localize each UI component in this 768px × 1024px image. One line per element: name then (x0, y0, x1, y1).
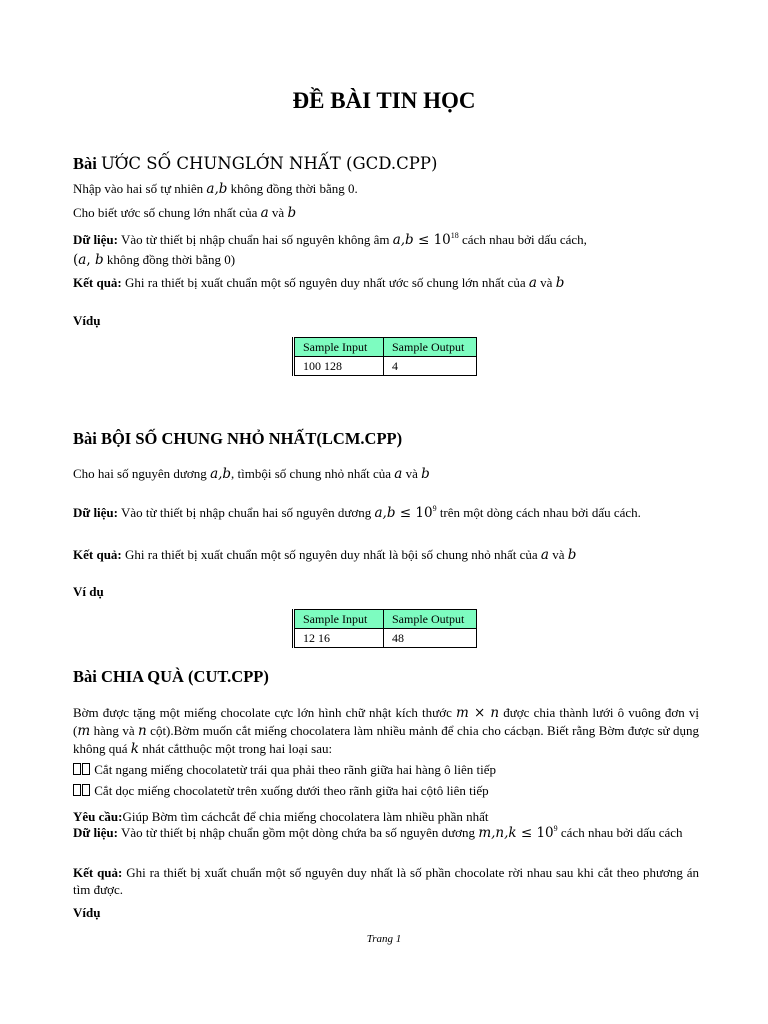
math: a (540, 547, 549, 563)
math: m × n (455, 705, 500, 721)
list-item (73, 782, 699, 799)
problem-3-heading: Bài CHIA QUÀ (CUT.CPP) (73, 667, 269, 686)
exponent: 18 (450, 231, 459, 240)
text: , tìmbội số chung nhỏ nhất của (231, 466, 395, 481)
problem-2-example-label: Ví dụ (73, 584, 104, 599)
math: a (394, 466, 403, 482)
math: ≤ 10 (516, 825, 554, 841)
math: k (130, 741, 139, 757)
text: cách nhau bởi dấu cách, (458, 232, 587, 247)
text: không đồng thời bằng 0. (227, 181, 358, 196)
math: ( (73, 252, 79, 268)
table-header-cell: Sample Output (384, 338, 477, 357)
problem-3-requirement (73, 808, 699, 825)
problem-2-line-1 (73, 465, 699, 483)
math: a,b (374, 505, 396, 521)
problem-1-heading (73, 154, 437, 174)
math: m,n,k (478, 825, 517, 841)
bullet-box-icon (82, 784, 90, 796)
problem-1-line-2 (73, 204, 699, 222)
bullet-box-icon (82, 763, 90, 775)
math: ≤ 10 (395, 505, 433, 521)
problem-1-heading-prefix: Bài (73, 154, 101, 173)
text: và (536, 275, 556, 290)
problem-3-output-spec (73, 864, 699, 898)
text: Vào từ thiết bị nhập chuẩn gồm một dòng chứa ba số nguyên dương (118, 825, 479, 840)
table-cell: 48 (384, 629, 477, 648)
text: Cắt ngang miếng chocolatetừ trái qua phải theo rãnh giữa hai hàng ô liên tiếp (94, 762, 497, 777)
problem-2-output-spec (73, 546, 699, 564)
math: a (260, 205, 269, 221)
label: Kết quả: (73, 865, 123, 880)
text: trên một dòng cách nhau bởi dấu cách. (436, 505, 641, 520)
math: ≤ 10 (413, 232, 451, 248)
text: và (402, 466, 422, 481)
table-cell: 12 16 (294, 629, 384, 648)
table-header-row (294, 338, 477, 357)
text: Ghi ra thiết bị xuất chuẩn một số nguyên duy nhất là bội số chung nhỏ nhất của (121, 547, 541, 562)
math: a,b (210, 466, 232, 482)
problem-1-sample-table (292, 337, 477, 376)
problem-2-heading (73, 429, 402, 449)
table-header-cell: Sample Output (384, 610, 477, 629)
label: Dữ liệu: (73, 232, 118, 247)
text: cột).Bờm muốn cắt miếng chocolatera làm nhiều mảnh để chia cho cácbạn. Biết rằng Bờm được sử dụng không quá (73, 723, 699, 756)
math: a (78, 252, 87, 268)
math: b (287, 205, 297, 221)
math: , (86, 252, 95, 268)
problem-1-line-1 (73, 180, 699, 198)
list-item (73, 761, 699, 778)
label: Dữ liệu: (73, 825, 118, 840)
text: Nhập vào hai số tự nhiên (73, 181, 207, 196)
math: a,b (206, 181, 228, 197)
table-row (294, 357, 477, 376)
exponent: 9 (553, 824, 558, 833)
table-header-cell: Sample Input (294, 338, 384, 357)
problem-2-sample-table (292, 609, 477, 648)
label: Dữ liệu: (73, 505, 118, 520)
problem-2-heading-prefix: Bài (73, 429, 101, 448)
text: hàng và (90, 723, 139, 738)
math: m (77, 723, 91, 739)
problem-1-example-label: Vídụ (73, 313, 101, 328)
text: Vào từ thiết bị nhập chuẩn hai số nguyên dương (118, 505, 375, 520)
table-cell: 100 128 (294, 357, 384, 376)
page-title: ĐỀ BÀI TIN HỌC (292, 88, 476, 113)
math: a,b (392, 232, 414, 248)
text: Ghi ra thiết bị xuất chuẩn một số nguyên duy nhất ước số chung lớn nhất của (121, 275, 529, 290)
math: b (94, 252, 104, 268)
text: Cắt dọc miếng chocolatetừ trên xuống dưới theo rãnh giữa hai cộtô liên tiếp (94, 783, 489, 798)
page-footer: Trang 1 (366, 933, 402, 945)
math: b (567, 547, 577, 563)
text: Cho hai số nguyên dương (73, 466, 211, 481)
table-row (294, 629, 477, 648)
text: Ghi ra thiết bị xuất chuẩn một số nguyên duy nhất là số phần chocolate rời nhau sau khi cắt theo phương án tìm được. (73, 865, 699, 897)
label: Kết quả: (73, 547, 122, 562)
bullet-box-icon (73, 763, 81, 775)
math: b (421, 466, 430, 482)
problem-1-output-spec (73, 274, 699, 292)
table-header-cell: Sample Input (294, 610, 384, 629)
problem-3-example-label: Vídụ (73, 905, 101, 920)
text: Cho biết ước số chung lớn nhất của (73, 205, 261, 220)
table-cell: 4 (384, 357, 477, 376)
bullet-box-icon (73, 784, 81, 796)
text: nhát cắtthuộc một trong hai loại sau: (138, 741, 333, 756)
text: Vào từ thiết bị nhập chuẩn hai số nguyên không âm (118, 232, 393, 247)
exponent: 9 (432, 504, 437, 513)
problem-1-input-spec (73, 230, 699, 270)
problem-2-heading-main: BỘI SỐ CHUNG NHỎ NHẤT(LCM.CPP) (100, 429, 403, 448)
problem-1-heading-main: ƯỚC SỐ CHUNGLỚN NHẤT (GCD.CPP) (100, 154, 438, 173)
text: Bờm được tặng một miếng chocolate cực lớn hình chữ nhật kích thước (73, 705, 456, 720)
text: và (548, 547, 568, 562)
text: được chia thành lưới ô vuông đơn vị ( (73, 705, 699, 738)
text: không đồng thời bằng 0) (103, 252, 236, 267)
label: Yêu cầu: (73, 809, 123, 824)
label: Kết quả: (73, 275, 122, 290)
problem-2-input-spec (73, 503, 699, 523)
table-header-row (294, 610, 477, 629)
text: và (268, 205, 288, 220)
text: Giúp Bờm tìm cáchcắt để chia miếng chocolatera làm nhiều phần nhất (122, 809, 489, 824)
problem-3-input-spec (73, 824, 699, 842)
math: a (528, 275, 537, 291)
math: n (138, 723, 147, 739)
math: b (555, 275, 565, 291)
text: cách nhau bởi dấu cách (557, 825, 683, 840)
problem-3-description (73, 704, 699, 758)
